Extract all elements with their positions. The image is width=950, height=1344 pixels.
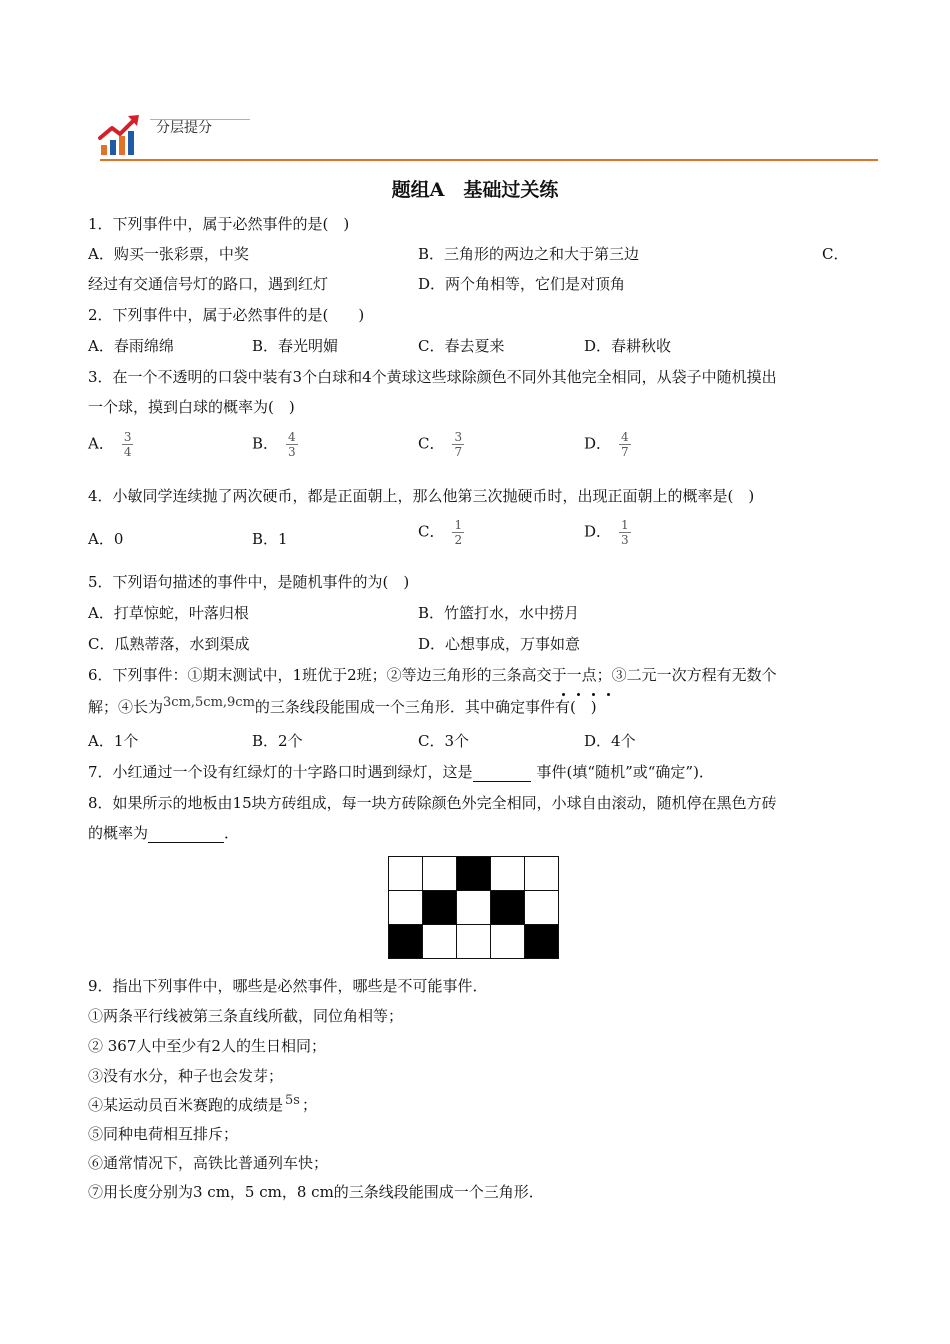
q9-item-4-time: 5s	[285, 1093, 300, 1108]
emphasis-dot	[562, 693, 565, 696]
fraction-denominator: 7	[454, 445, 463, 459]
q2-option-d: D．春耕秋收	[584, 337, 672, 355]
q9-item-4	[88, 1095, 317, 1117]
q6-stem-part-e: 有( )	[554, 698, 597, 716]
q5-stem: 5．下列语句描述的事件中，是随机事件的为( )	[88, 573, 410, 591]
tile-white	[389, 891, 423, 925]
q3-option-c-fraction	[452, 430, 464, 459]
q6-stem-part-a: 解；④长为	[88, 698, 164, 716]
q5-option-d: D．心想事成，万事如意	[418, 635, 581, 653]
tile-black	[457, 857, 491, 891]
q2-option-b: B．春光明媚	[252, 337, 339, 355]
q3-option-d-label: D．	[584, 434, 612, 453]
header-logo	[98, 112, 148, 158]
q2-option-c: C．春去夏来	[418, 337, 505, 355]
q9-item-2: ② 367人中至少有2人的生日相同；	[88, 1037, 326, 1055]
tile-white	[389, 857, 423, 891]
header-brand-label: 分层提分	[156, 120, 212, 136]
q3-option-d	[584, 430, 631, 459]
q3-option-a-fraction	[122, 430, 134, 459]
tile-white	[423, 857, 457, 891]
q4-option-c-fraction	[452, 518, 464, 547]
fraction-denominator: 7	[621, 445, 629, 459]
q1-option-b: B．三角形的两边之和大于第三边	[418, 245, 640, 263]
q3-option-b	[252, 430, 298, 459]
tile-white	[457, 925, 491, 959]
tile-white	[423, 925, 457, 959]
q9-stem: 9．指出下列事件中，哪些是必然事件，哪些是不可能事件．	[88, 977, 488, 995]
tile-white	[491, 857, 525, 891]
q3-option-c	[418, 430, 464, 459]
q4-option-d-label: D．	[584, 522, 612, 541]
q4-option-d-fraction	[619, 518, 631, 547]
tile-black	[423, 891, 457, 925]
emphasis-dot	[607, 693, 610, 696]
q1-option-d: D．两个角相等，它们是对顶角	[418, 275, 626, 293]
q7-stem	[88, 762, 714, 782]
q6-emphasis-text: 确定事件	[494, 698, 555, 716]
q9-item-5: ⑤同种电荷相互排斥；	[88, 1125, 239, 1143]
chart-arrow-icon	[98, 112, 148, 158]
q9-item-3: ③没有水分，种子也会发芽；	[88, 1067, 284, 1085]
fraction-numerator: 4	[621, 430, 629, 444]
q1-option-c-label: C．	[822, 245, 849, 263]
q6-option-b: B．2个	[252, 732, 303, 750]
q8-stem-line1: 8．如果所示的地板由15块方砖组成，每一块方砖除颜色外完全相同，小球自由滚动，随机停在黑色方砖	[88, 794, 777, 812]
q7-answer-blank	[473, 765, 531, 782]
tile-black	[389, 925, 423, 959]
header-brand-underline	[150, 119, 250, 120]
q9-item-4-part-a: ④某运动员百米赛跑的成绩是	[88, 1096, 284, 1114]
tile-black	[491, 891, 525, 925]
tile-white	[491, 925, 525, 959]
q5-option-b: B．竹篮打水，水中捞月	[418, 604, 580, 622]
q5-option-a: A．打草惊蛇，叶落归根	[88, 604, 249, 622]
q9-item-4-part-c: ；	[301, 1096, 317, 1114]
q1-option-a: A．购买一张彩票，中奖	[88, 245, 249, 263]
q1-option-c-text: 经过有交通信号灯的路口，遇到红灯	[88, 275, 329, 293]
q4-option-c-label: C．	[418, 522, 445, 541]
tile-white	[525, 857, 559, 891]
page-title: 题组A 基础过关练	[391, 179, 559, 201]
fraction-denominator: 3	[288, 445, 296, 459]
tile-white	[525, 891, 559, 925]
q2-stem: 2．下列事件中，属于必然事件的是( )	[88, 306, 365, 324]
q3-option-b-fraction	[286, 430, 298, 459]
emphasis-dot	[592, 693, 595, 696]
q3-stem-line2: 一个球，摸到白球的概率为( )	[88, 398, 295, 416]
tile-white	[457, 891, 491, 925]
q6-stem-line2	[88, 697, 597, 719]
q7-stem-part-b: 事件(填“随机”或“确定”)．	[536, 763, 714, 781]
q3-option-b-label: B．	[252, 434, 279, 453]
q4-option-a: A．0	[88, 530, 124, 548]
q7-stem-part-a: 7．小红通过一个设有红绿灯的十字路口时遇到绿灯，这是	[88, 763, 473, 781]
q4-option-b: B．1	[252, 530, 288, 548]
tile-black	[525, 925, 559, 959]
fraction-numerator: 3	[454, 430, 463, 444]
q8-stem-part-b: ．	[224, 824, 240, 842]
q1-stem: 1．下列事件中，属于必然事件的是( )	[88, 215, 350, 233]
q6-option-d: D．4个	[584, 732, 636, 750]
q3-option-d-fraction	[619, 430, 631, 459]
q6-option-c: C．3个	[418, 732, 470, 750]
fraction-numerator: 1	[621, 518, 629, 532]
emphasis-dot	[577, 693, 580, 696]
q3-option-a	[88, 430, 133, 459]
fraction-numerator: 4	[288, 430, 296, 444]
q5-option-c: C．瓜熟蒂落，水到渠成	[88, 635, 250, 653]
q8-stem-line2	[88, 823, 239, 843]
fraction-denominator: 2	[454, 533, 463, 547]
q2-option-a: A．春雨绵绵	[88, 337, 174, 355]
q6-stem-line1: 6．下列事件：①期末测试中，1班优于2班；②等边三角形的三条高交于一点；③二元一次方程有无数个	[88, 666, 777, 684]
q3-option-c-label: C．	[418, 434, 445, 453]
q4-option-d	[584, 518, 631, 547]
q6-lengths: 3cm,5cm,9cm	[163, 695, 255, 710]
header-rule	[100, 159, 878, 161]
q6-stem-part-c: 的三条线段能围成一个三角形．其中	[254, 698, 495, 716]
fraction-numerator: 3	[123, 430, 132, 444]
fraction-numerator: 1	[454, 518, 463, 532]
q4-stem: 4．小敏同学连续抛了两次硬币，都是正面朝上，那么他第三次抛硬币时，出现正面朝上的概率是( )	[88, 487, 755, 505]
q9-item-7: ⑦用长度分别为3 cm，5 cm，8 cm的三条线段能围成一个三角形．	[88, 1183, 544, 1201]
q9-item-1: ①两条平行线被第三条直线所截，同位角相等；	[88, 1007, 404, 1025]
q8-stem-part-a: 的概率为	[88, 824, 149, 842]
fraction-denominator: 4	[123, 445, 132, 459]
q6-option-a: A．1个	[88, 732, 139, 750]
q9-item-6: ⑥通常情况下，高铁比普通列车快；	[88, 1154, 329, 1172]
fraction-denominator: 3	[621, 533, 629, 547]
q4-option-c	[418, 518, 464, 547]
floor-tile-grid	[388, 856, 559, 959]
q3-option-a-label: A．	[88, 434, 114, 453]
q8-answer-blank	[148, 826, 224, 843]
q3-stem-line1: 3．在一个不透明的口袋中装有3个白球和4个黄球这些球除颜色不同外其他完全相同，从袋子中随机摸出	[88, 368, 777, 386]
